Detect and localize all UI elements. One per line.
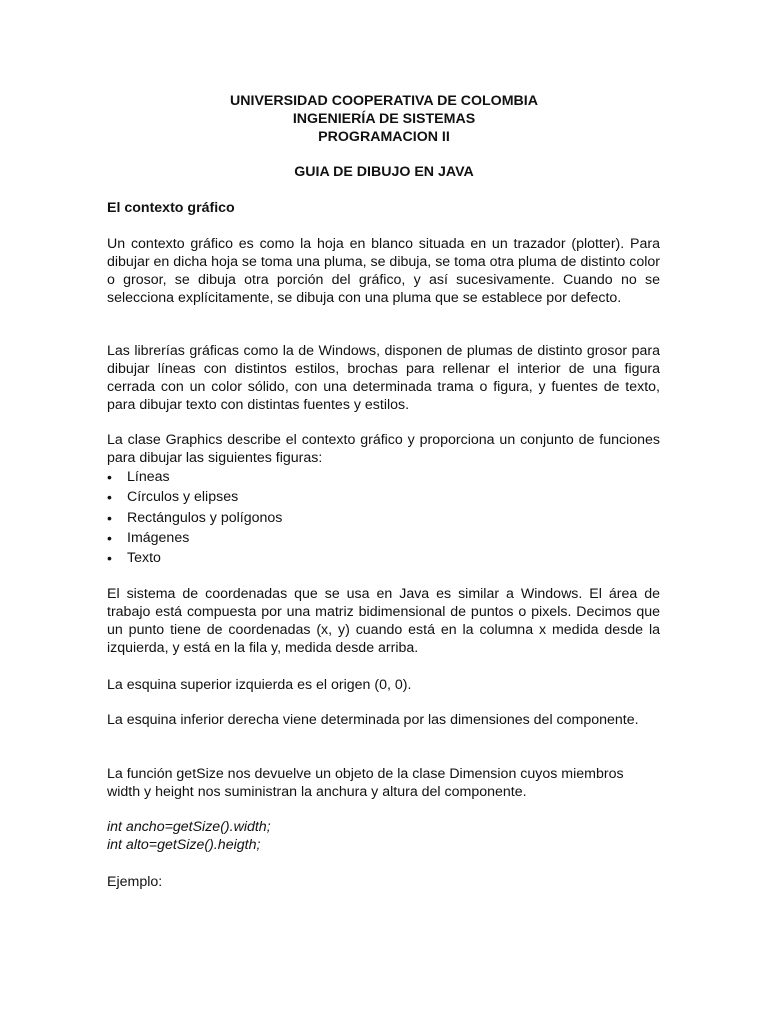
paragraph-clase-graphics: La clase Graphics describe el contexto gráfico y proporciona un conjunto de funciones para dibujar las siguientes figuras: bbox=[107, 432, 660, 466]
paragraph-origen: La esquina superior izquierda es el origen (0, 0). bbox=[107, 677, 412, 693]
paragraph-coordenadas: El sistema de coordenadas que se usa en Java es similar a Windows. El área de trabajo está compuesta por una matriz bidimensional de puntos o pixels. Decimos que un punto tiene de coordenadas (x, y) cuando está en la columna x medida desde la izquierda, y está en la fila y, medida desde arriba. bbox=[107, 586, 660, 656]
list-item: • Rectángulos y polígonos bbox=[107, 508, 282, 528]
figures-list bbox=[107, 467, 282, 568]
list-item: • Líneas bbox=[107, 467, 282, 487]
paragraph-esquina-inferior: La esquina inferior derecha viene determinada por las dimensiones del componente. bbox=[107, 712, 639, 728]
paragraph-librerias: Las librerías gráficas como la de Windows, disponen de plumas de distinto grosor para dibujar líneas con distintos estilos, brochas para rellenar el interior de una figura cerrada con un color sólido, con una determinada trama o figura, y fuentes de texto, para dibujar texto con distintas fuentes y estilos. bbox=[107, 343, 660, 413]
code-line: int ancho=getSize().width; bbox=[107, 819, 271, 835]
list-item: • Imágenes bbox=[107, 528, 282, 548]
document-title: GUIA DE DIBUJO EN JAVA bbox=[294, 164, 474, 180]
code-snippet bbox=[107, 818, 271, 854]
paragraph-ejemplo: Ejemplo: bbox=[107, 874, 163, 890]
paragraph-getsize: La función getSize nos devuelve un objeto de la clase Dimension cuyos miembros width y height nos suministran la anchura y altura del componente. bbox=[107, 766, 624, 800]
university-name: UNIVERSIDAD COOPERATIVA DE COLOMBIA bbox=[230, 93, 538, 109]
faculty-name: INGENIERÍA DE SISTEMAS bbox=[292, 111, 476, 127]
course-name: PROGRAMACION II bbox=[318, 129, 450, 145]
code-line: int alto=getSize().heigth; bbox=[107, 837, 261, 853]
list-item: • Texto bbox=[107, 548, 282, 568]
document-header bbox=[0, 92, 768, 146]
paragraph-contexto: Un contexto gráfico es como la hoja en blanco situada en un trazador (plotter). Para dibujar en dicha hoja se toma una pluma, se dibuja, se toma otra pluma de distinto color o grosor, se dibuja otra porción del gráfico, y así sucesivamente. Cuando no se selecciona explícitamente, se dibuja con una pluma que se establece por defecto. bbox=[107, 236, 660, 306]
list-item: • Círculos y elipses bbox=[107, 487, 282, 507]
section-heading: El contexto gráfico bbox=[107, 200, 235, 216]
